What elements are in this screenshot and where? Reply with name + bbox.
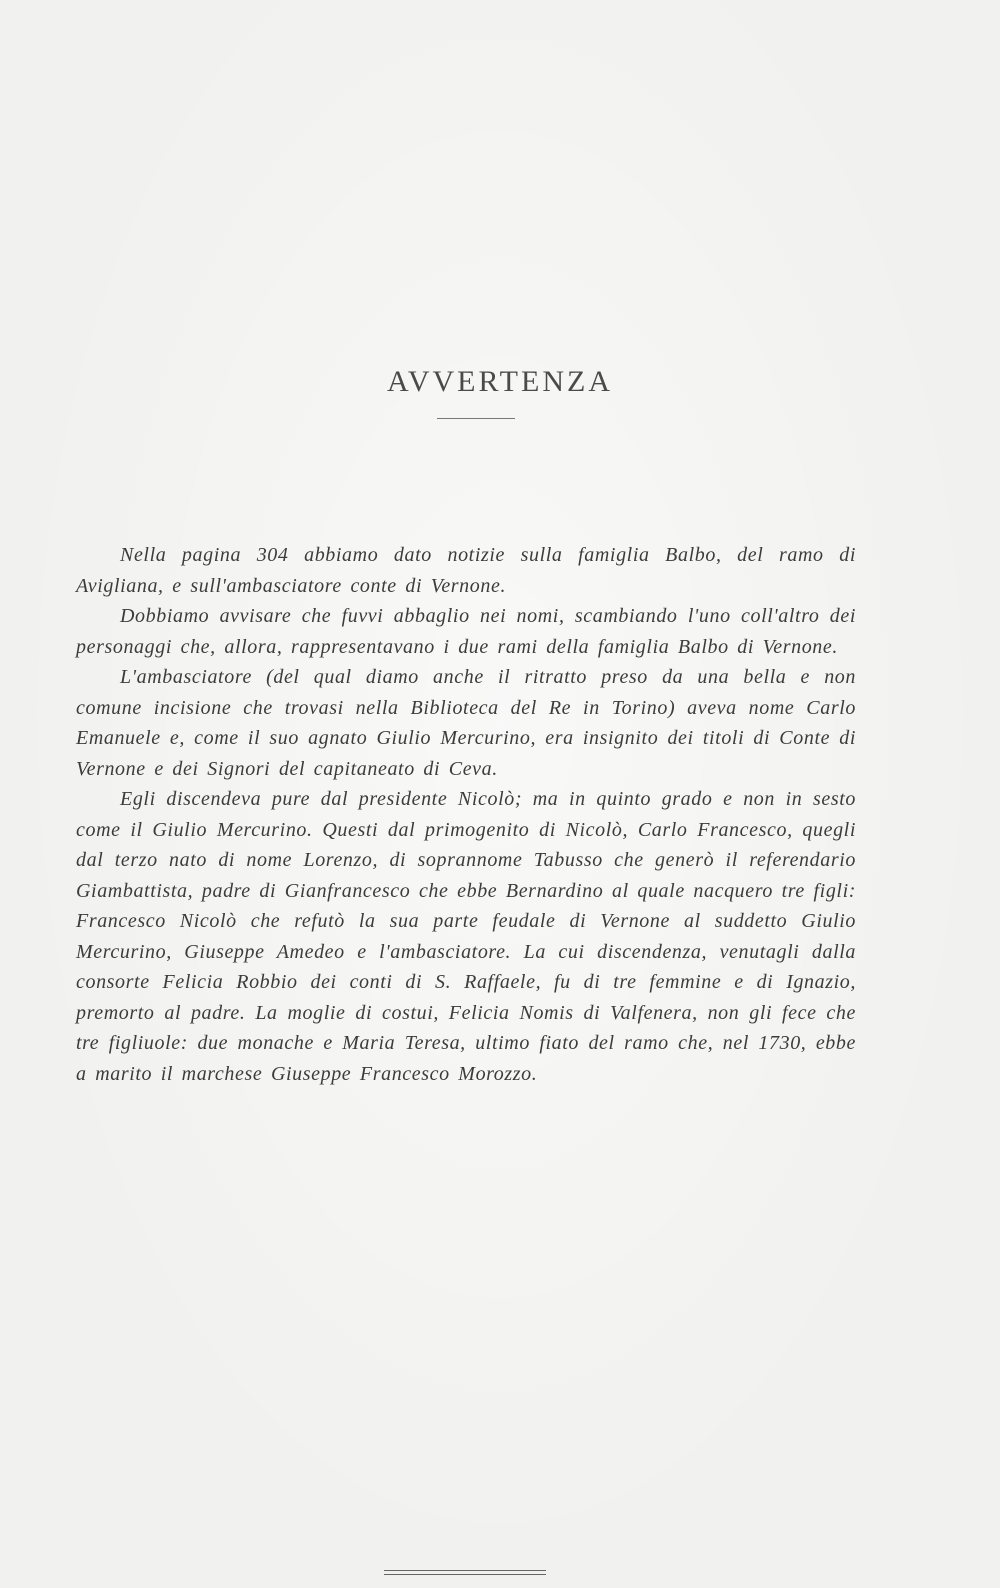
paragraph: Nella pagina 304 abbiamo dato notizie sulla famiglia Balbo, del ramo di Avigliana, e sull'ambasciatore conte di Vernone. (76, 544, 856, 597)
paragraph: Dobbiamo avvisare che fuvvi abbaglio nei nomi, scambiando l'uno coll'altro dei personaggi che, allora, rappresentavano i due rami della famiglia Balbo di Vernone. (76, 605, 856, 658)
end-divider-line (384, 1570, 546, 1571)
title-divider (437, 418, 515, 419)
paragraph: L'ambasciatore (del qual diamo anche il ritratto preso da una bella e non comune incisione che trovasi nella Biblioteca del Re in Torino) aveva nome Carlo Emanuele e, come il suo agnato Giulio Mercurino, era insignito dei titoli di Conte di Vernone e dei Signori del capitaneato di Ceva. (76, 666, 856, 780)
body-text (76, 540, 856, 1089)
paragraph: Egli discendeva pure dal presidente Nicolò; ma in quinto grado e non in sesto come il Giulio Mercurino. Questi dal primogenito di Nicolò, Carlo Francesco, quegli dal terzo nato di nome Lorenzo, di soprannome Tabusso che generò il referendario Giambattista, padre di Gianfrancesco che ebbe Bernardino al quale nacquero tre figli: Francesco Nicolò che refutò la sua parte feudale di Vernone al suddetto Giulio Mercurino, Giuseppe Amedeo e l'ambasciatore. La cui discendenza, venutagli dalla consorte Felicia Robbio dei conti di S. Raffaele, fu di tre femmine e di Ignazio, premorto al padre. La moglie di costui, Felicia Nomis di Valfenera, non gli fece che tre figliuole: due monache e Maria Teresa, ultimo fiato del ramo che, nel 1730, ebbe a marito il marchese Giuseppe Francesco Morozzo. (76, 788, 856, 1085)
end-divider (384, 1570, 546, 1578)
end-divider-line (384, 1574, 546, 1575)
page-title: AVVERTENZA (387, 365, 613, 399)
